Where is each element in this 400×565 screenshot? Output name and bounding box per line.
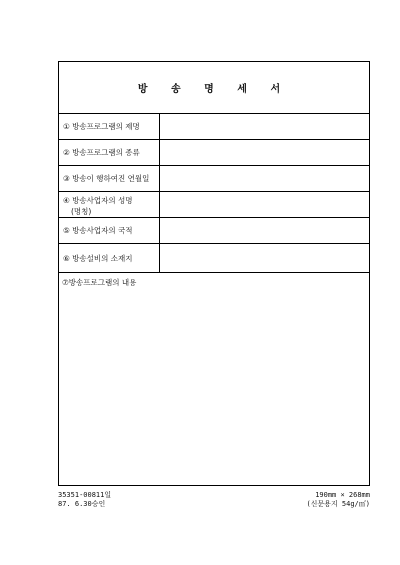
footer-paper-spec	[306, 491, 370, 509]
footer-approval-date: 87. 6.30승인	[58, 500, 106, 508]
footer-paper-size: 190mm × 268mm	[315, 491, 370, 499]
field-program-type[interactable]	[160, 140, 369, 165]
footer-approval-number: 35351-00811일	[58, 491, 112, 499]
label-facility-location: ⑥ 방송설비의 소재지	[59, 244, 160, 272]
form-title: 방 송 명 세 서	[59, 62, 369, 114]
label-broadcaster-name	[59, 192, 160, 217]
row-broadcaster-nationality	[59, 218, 369, 244]
label-broadcaster-nationality: ⑤ 방송사업자의 국적	[59, 218, 160, 243]
label-program-type: ② 방송프로그램의 종류	[59, 140, 160, 165]
footer-paper-type: (신문용지 54g/㎡)	[306, 500, 370, 508]
row-broadcaster-name	[59, 192, 369, 218]
label-program-title: ① 방송프로그램의 제명	[59, 114, 160, 139]
field-program-title[interactable]	[160, 114, 369, 139]
broadcast-statement-form	[58, 61, 370, 486]
label-program-content: ⑦방송프로그램의 내용	[62, 278, 137, 287]
label-broadcast-date: ③ 방송이 행하여진 연월일	[59, 166, 160, 191]
label-broadcaster-name-line2: (명칭)	[71, 207, 92, 216]
field-broadcaster-nationality[interactable]	[160, 218, 369, 243]
field-broadcast-date[interactable]	[160, 166, 369, 191]
field-broadcaster-name[interactable]	[160, 192, 369, 217]
row-program-type	[59, 140, 369, 166]
field-facility-location[interactable]	[160, 244, 369, 272]
row-program-title	[59, 114, 369, 140]
label-broadcaster-name-line1: ④ 방송사업자의 성명	[63, 196, 133, 205]
footer-approval	[58, 491, 111, 509]
row-facility-location	[59, 244, 369, 273]
row-broadcast-date	[59, 166, 369, 192]
